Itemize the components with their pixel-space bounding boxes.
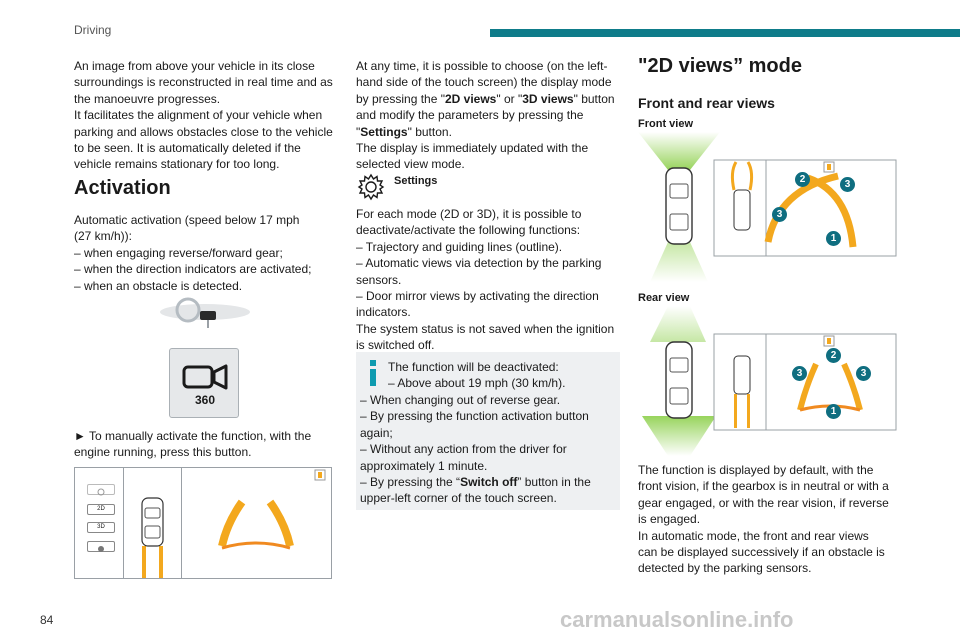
text-line: At any time, it is possible to choose (on the left- xyxy=(356,59,608,73)
text-line: – Door mirror views by activating the direction xyxy=(356,289,599,304)
text-fragment: " button. xyxy=(407,124,452,139)
text-settings: Settings xyxy=(360,124,408,139)
text-line: (27 km/h)): xyxy=(74,229,133,244)
text-switch-off: Switch off xyxy=(460,475,518,490)
marker-1: 1 xyxy=(826,404,841,419)
text-3d-views: 3D views xyxy=(522,91,574,106)
info-icon xyxy=(368,360,378,386)
text-line: The system status is not saved when the ignition xyxy=(356,321,615,336)
info-lines-indented xyxy=(388,359,618,392)
camera-icon xyxy=(170,349,240,419)
text-line: The display is immediately updated with the xyxy=(356,141,589,156)
screen-button-3d: 3D xyxy=(87,522,115,533)
info-box xyxy=(356,352,620,510)
text-line: front vision, if the gearbox is in neutral or with a xyxy=(638,479,889,494)
text-fragment: " xyxy=(356,124,361,139)
text-line xyxy=(356,91,626,107)
text-line: upper-left corner of the touch screen. xyxy=(360,491,557,506)
text-line: An image from above your vehicle in its close xyxy=(74,59,315,73)
display-mode-text xyxy=(356,58,626,173)
default-display-text xyxy=(638,462,928,577)
watermark: carmanualsonline.info xyxy=(560,607,794,632)
text-line: The function will be deactivated: xyxy=(388,360,559,374)
marker-3: 3 xyxy=(792,366,807,381)
front-view-figure xyxy=(638,132,898,282)
text-line: the manoeuvre progresses. xyxy=(74,91,221,106)
text-line: – By pressing the function activation button xyxy=(360,409,589,424)
rear-view-label: Rear view xyxy=(638,292,690,304)
text-line: indicators. xyxy=(356,305,411,320)
text-line: selected view mode. xyxy=(356,157,465,172)
text-line xyxy=(360,474,616,490)
text-fragment: by pressing the " xyxy=(356,91,445,106)
button-label: 360 xyxy=(194,393,216,407)
text-line: – Trajectory and guiding lines (outline). xyxy=(356,239,563,254)
dashboard-illustration xyxy=(160,296,250,336)
rear-view-figure xyxy=(638,306,898,456)
activation-heading: Activation xyxy=(74,177,171,199)
mode-heading: "2D views” mode xyxy=(638,55,802,77)
text-line: to be seen. It is automatically deleted if the xyxy=(74,141,301,156)
text-line: – Without any action from the driver for xyxy=(360,442,567,457)
text-2d-views: 2D views xyxy=(444,91,497,106)
car-top-view xyxy=(124,468,181,578)
marker-3: 3 xyxy=(772,207,787,222)
text-fragment: – By pressing the “ xyxy=(360,475,461,490)
marker-3: 3 xyxy=(840,177,855,192)
screen-button-off xyxy=(87,484,115,495)
text-line: It facilitates the alignment of your vehicle when xyxy=(74,108,323,123)
text-fragment: " or " xyxy=(496,91,523,106)
screen-button-2d: 2D xyxy=(87,504,115,515)
text-line: and modify the parameters by pressing the xyxy=(356,108,584,123)
text-line: – Above about 19 mph (30 km/h). xyxy=(388,376,566,391)
page-number: 84 xyxy=(40,613,54,627)
text-line: – when engaging reverse/forward gear; xyxy=(74,245,283,260)
guide-lines-view xyxy=(182,468,332,578)
touchscreen-figure xyxy=(74,467,332,579)
text-line: deactivate/activate the following functions: xyxy=(356,223,581,238)
text-line: – when an obstacle is detected. xyxy=(74,278,243,293)
screen-button-settings xyxy=(87,541,115,552)
text-line: – Automatic views via detection by the parking xyxy=(356,256,602,271)
section-title: Driving xyxy=(74,23,112,37)
manual-activation-text xyxy=(74,428,344,461)
functions-text xyxy=(356,206,626,354)
text-line: The function is displayed by default, with the xyxy=(638,463,874,477)
text-line: parking and allows obstacles close to the vehicle xyxy=(74,124,333,139)
text-line: is switched off. xyxy=(356,338,435,353)
activation-text xyxy=(74,212,344,294)
text-line: sensors. xyxy=(356,272,402,287)
marker-2: 2 xyxy=(795,172,810,187)
intro-text xyxy=(74,58,344,173)
gear-icon xyxy=(88,544,114,554)
text-line: detected by the parking sensors. xyxy=(638,561,812,576)
info-lines xyxy=(360,392,616,507)
front-view-label: Front view xyxy=(638,118,694,130)
text-line: approximately 1 minute. xyxy=(360,458,488,473)
marker-2: 2 xyxy=(826,348,841,363)
subheading: Front and rear views xyxy=(638,95,775,111)
text-line: hand side of the touch screen) the display mode xyxy=(356,75,612,90)
text-line: Automatic activation (speed below 17 mph xyxy=(74,213,300,227)
text-line: surroundings is reconstructed in real time and as xyxy=(74,75,333,90)
camera-360-button[interactable] xyxy=(169,348,239,418)
text-line: can be displayed successively if an obstacle is xyxy=(638,545,885,560)
text-line: vehicle remains stationary for too long. xyxy=(74,157,280,172)
text-fragment: " button xyxy=(573,91,615,106)
text-fragment: ” button in the xyxy=(517,475,591,490)
text-line: is engaged. xyxy=(638,512,701,527)
marker-3: 3 xyxy=(856,366,871,381)
header-accent-bar xyxy=(490,29,960,37)
text-line: gear engaged, or with the rear vision, if reverse xyxy=(638,495,889,510)
marker-1: 1 xyxy=(826,231,841,246)
text-line xyxy=(356,124,626,140)
text-line: – when the direction indicators are activated; xyxy=(74,262,312,277)
text-line: – When changing out of reverse gear. xyxy=(360,393,561,407)
settings-label: Settings xyxy=(394,175,438,187)
text-line: ► To manually activate the function, with the xyxy=(74,429,312,443)
text-line: engine running, press this button. xyxy=(74,445,252,460)
gear-icon xyxy=(356,172,386,202)
text-line: again; xyxy=(360,425,393,440)
text-line: For each mode (2D or 3D), it is possible to xyxy=(356,207,582,221)
text-line: In automatic mode, the front and rear views xyxy=(638,528,869,543)
